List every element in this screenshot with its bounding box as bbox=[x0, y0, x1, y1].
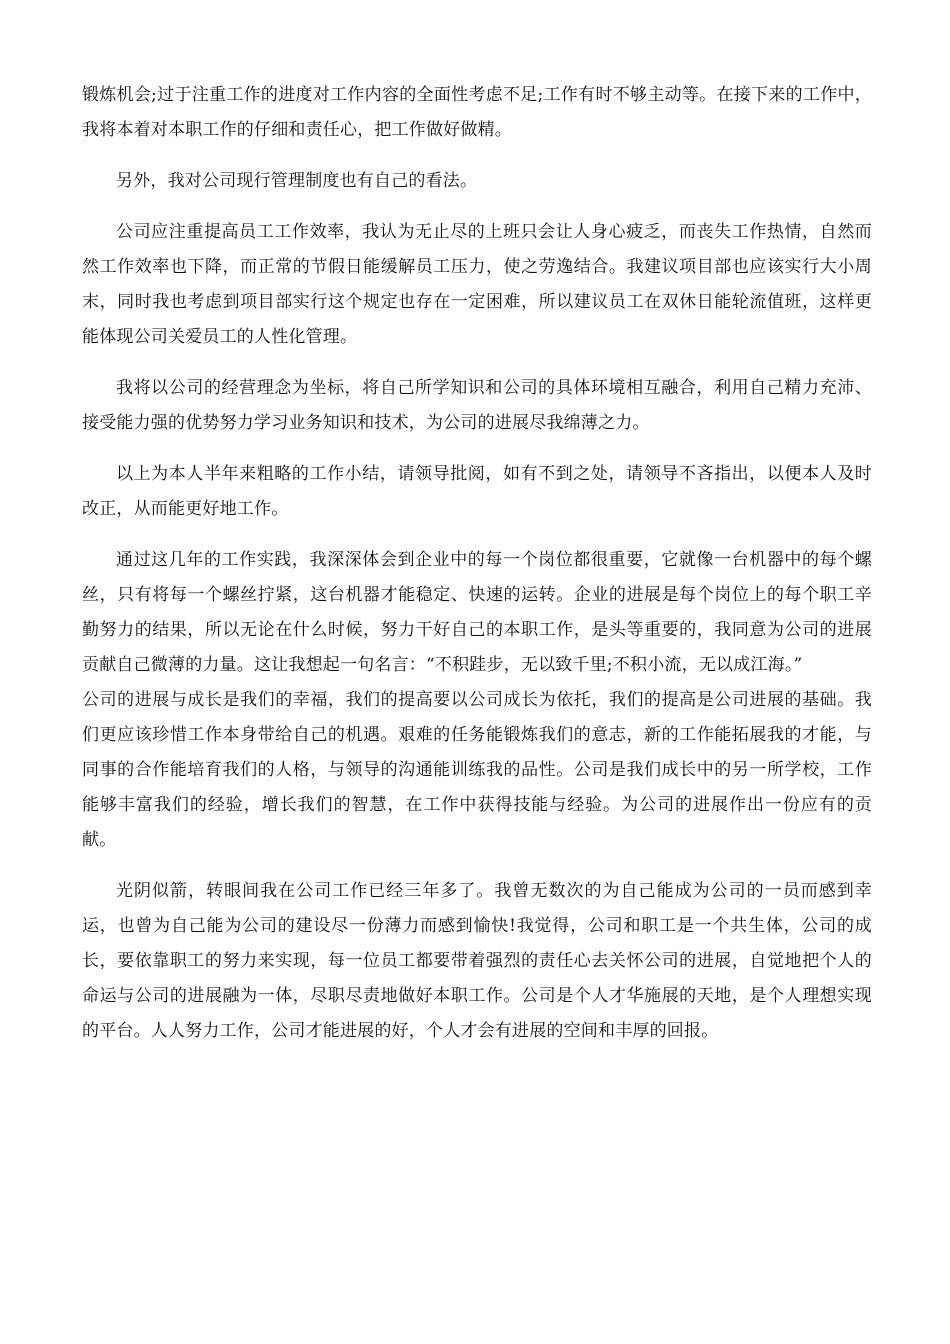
paragraph-philosophy: 我将以公司的经营理念为坐标，将自己所学知识和公司的具体环境相互融合，利用自己精力充沛、接受能力强的优势努力学习业务知识和技术，为公司的进展尽我绵薄之力。 bbox=[82, 378, 872, 433]
paragraph-management-view: 另外，我对公司现行管理制度也有自己的看法。 bbox=[116, 171, 478, 191]
paragraph-reflection: 光阴似箭，转眼间我在公司工作已经三年多了。我曾无数次的为自己能成为公司的一员而感到幸运，也曾为自己能为公司的建设尽一份薄力而感到愉快!我觉得，公司和职工是一个共生体，公司的成长，要依靠职工的努力来实现，每一位员工都要带着强烈的责任心去关怀公司的进展，自觉地把个人的命运与公司的进展融为一体，尽职尽责地做好本职工作。公司是个人才华施展的天地，是个人理想实现的平台。人人努力工作，公司才能进展的好，个人才会有进展的空间和丰厚的回报。 bbox=[82, 881, 872, 1041]
paragraph-growth: 公司的进展与成长是我们的幸福，我们的提高要以公司成长为依托，我们的提高是公司进展的基础。我们更应该珍惜工作本身带给自己的机遇。艰难的任务能锻炼我们的意志，新的工作能拓展我的才能，与同事的合作能培育我们的人格，与领导的沟通能训练我的品性。公司是我们成长中的另一所学校，工作能够丰富我们的经验，增长我们的智慧，在工作中获得技能与经验。为公司的进展作出一份应有的贡献。 bbox=[82, 690, 872, 850]
paragraph-experience: 通过这几年的工作实践，我深深体会到企业中的每一个岗位都很重要，它就像一台机器中的每个螺丝，只有将每一个螺丝拧紧，这台机器才能稳定、快速的运转。企业的进展是每个岗位上的每个职工辛勤努力的结果，所以无论在什么时候，努力干好自己的本职工作，是头等重要的，我同意为公司的进展贡献自己微薄的力量。这让我想起一句名言：“不积跬步，无以致千里;不积小流，无以成江海。” bbox=[82, 550, 872, 675]
paragraph-summary: 以上为本人半年来粗略的工作小结，请领导批阅，如有不到之处，请领导不吝指出，以便本人及时改正，从而能更好地工作。 bbox=[82, 464, 872, 519]
paragraph-efficiency: 公司应注重提高员工工作效率，我认为无止尽的上班只会让人身心疲乏，而丧失工作热情，自然而然工作效率也下降，而正常的节假日能缓解员工压力，使之劳逸结合。我建议项目部也应该实行大小周末，同时我也考虑到项目部实行这个规定也存在一定困难，所以建议员工在双休日能轮流值班，这样更能体现公司关爱员工的人性化管理。 bbox=[82, 222, 872, 347]
document-page bbox=[82, 78, 872, 1065]
paragraph-continuation: 锻炼机会;过于注重工作的进度对工作内容的全面性考虑不足;工作有时不够主动等。在接下来的工作中，我将本着对本职工作的仔细和责任心，把工作做好做精。 bbox=[82, 85, 872, 140]
